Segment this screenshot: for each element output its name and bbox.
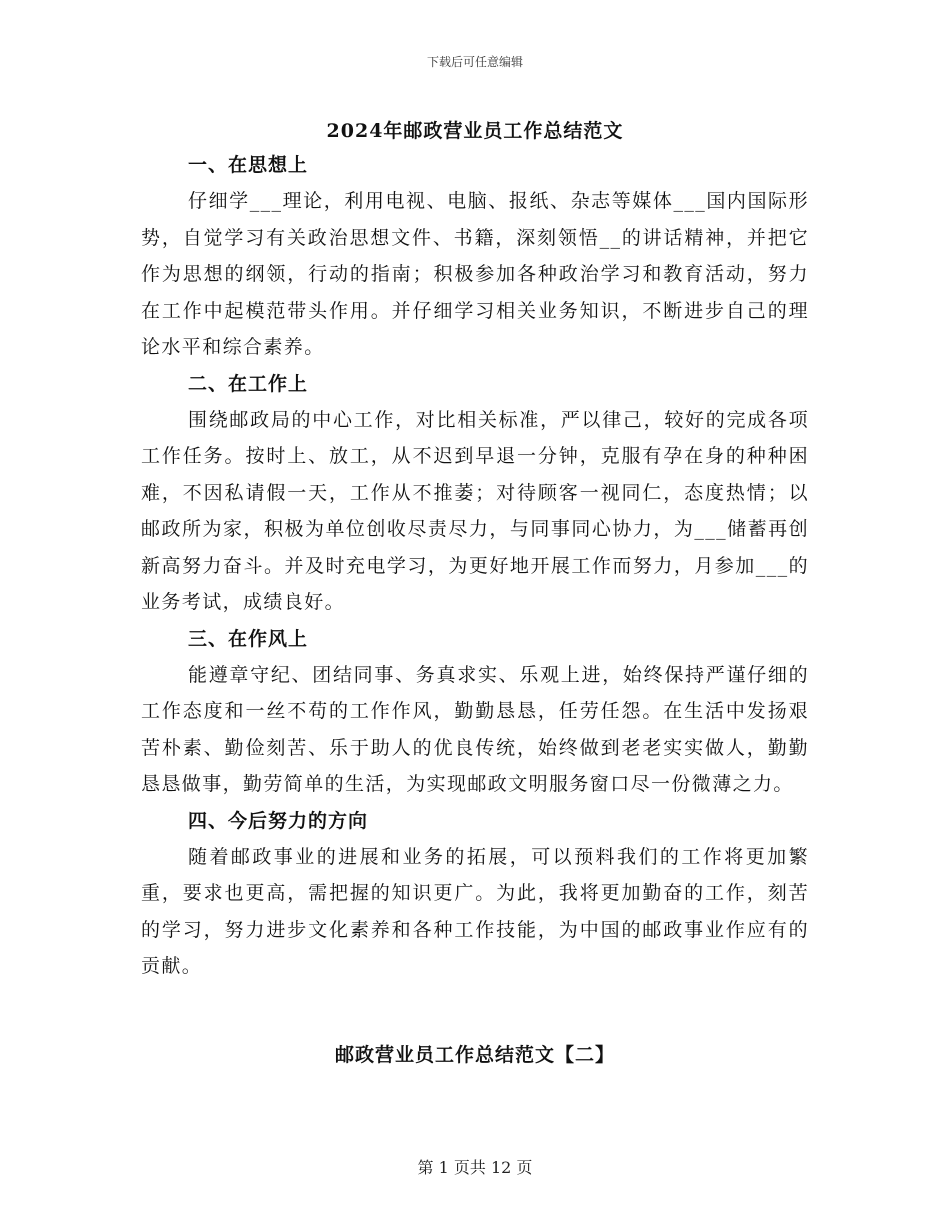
- section-heading: 二、在工作上: [188, 372, 309, 395]
- section-heading: 三、在作风上: [188, 627, 309, 650]
- section-paragraph: 仔细学___理论，利用电视、电脑、报纸、杂志等媒体___国内国际形势，自觉学习有关政治思想文件、书籍，深刻领悟__的讲话精神，并把它作为思想的纲领，行动的指南；积极参加各种政治学习和教育活动，努力在工作中起模范带头作用。并仔细学习相关业务知识，不断进步自己的理论水平和综合素养。: [141, 190, 809, 358]
- page-number: 第 1 页共 12 页: [417, 1158, 533, 1177]
- section-heading: 四、今后努力的方向: [188, 809, 369, 832]
- section-paragraph: 能遵章守纪、团结同事、务真求实、乐观上进，始终保持严谨仔细的工作态度和一丝不苟的工作作风，勤勤恳恳，任劳任怨。在生活中发扬艰苦朴素、勤俭刻苦、乐于助人的优良传统，始终做到老老实实做人，勤勤恳恳做事，勤劳简单的生活，为实现邮政文明服务窗口尽一份微薄之力。: [141, 663, 809, 795]
- document-title: 2024年邮政营业员工作总结范文: [326, 120, 624, 142]
- next-document-title: 邮政营业员工作总结范文【二】: [334, 1044, 615, 1066]
- section-heading: 一、在思想上: [188, 154, 309, 176]
- page-header: 下载后可任意编辑: [426, 55, 523, 69]
- section-paragraph: 随着邮政事业的进展和业务的拓展，可以预料我们的工作将更加繁重，要求也更高，需把握的知识更广。为此，我将更加勤奋的工作，刻苦的学习，努力进步文化素养和各种工作技能，为中国的邮政事业作应有的贡献。: [141, 845, 809, 977]
- section-paragraph: 围绕邮政局的中心工作，对比相关标准，严以律己，较好的完成各项工作任务。按时上、放工，从不迟到早退一分钟，克服有孕在身的种种困难，不因私请假一天，工作从不推萎；对待顾客一视同仁，态度热情；以邮政所为家，积极为单位创收尽责尽力，与同事同心协力，为___储蓄再创新高努力奋斗。并及时充电学习，为更好地开展工作而努力，月参加___的业务考试，成绩良好。: [141, 408, 809, 613]
- document-body: [141, 147, 809, 985]
